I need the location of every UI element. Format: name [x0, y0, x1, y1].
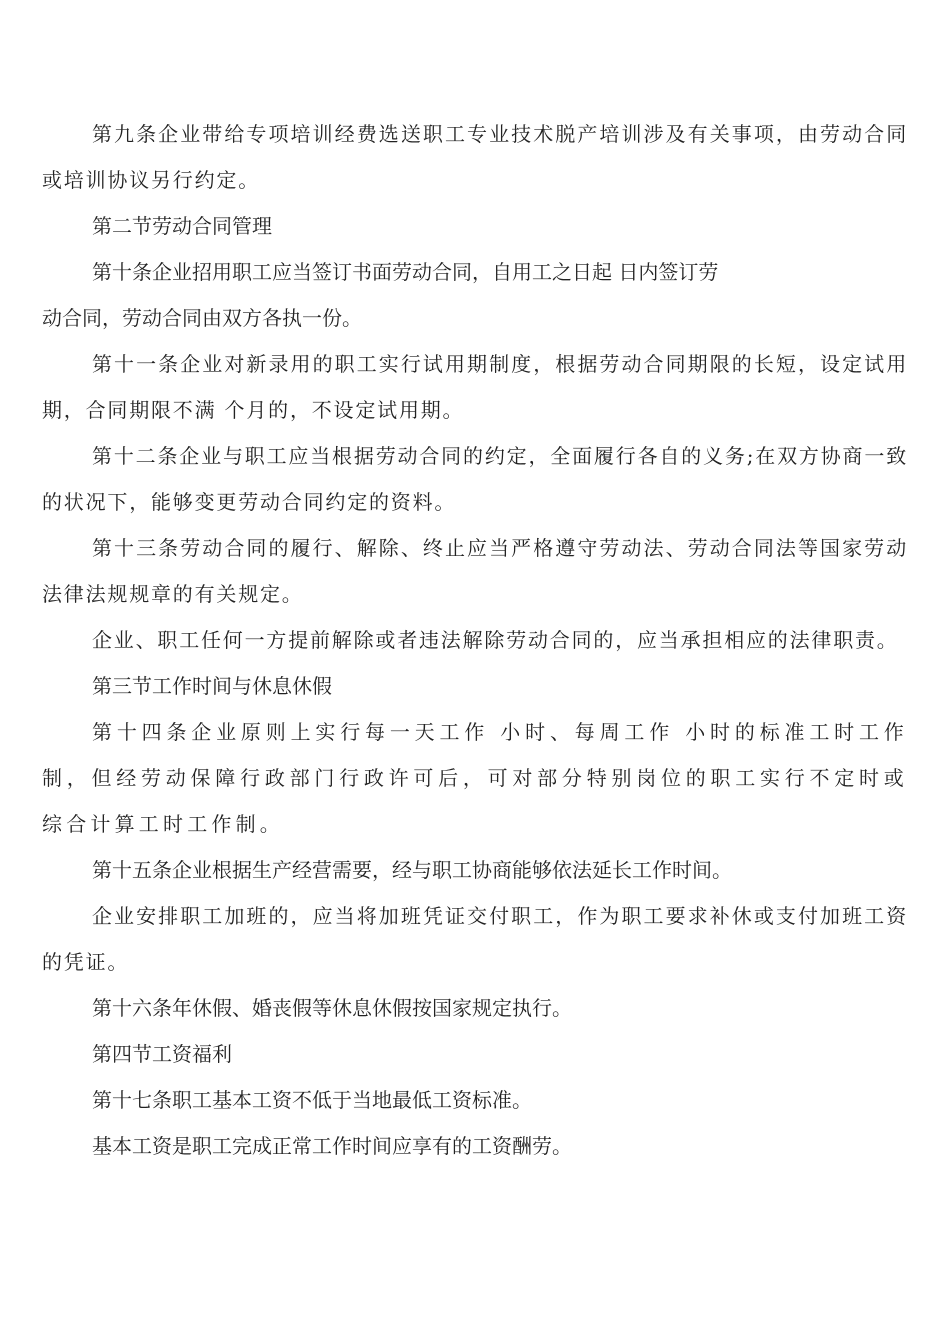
paragraph-article-10-line-2: 动合同，劳动合同由双方各执一份。: [42, 306, 362, 330]
paragraph-article-10: [42, 249, 908, 341]
paragraph-termination: 企业、职工任何一方提前解除或者违法解除劳动合同的，应当承担相应的法律职责。: [92, 628, 899, 652]
section-heading-4: 第四节工资福利: [92, 1042, 232, 1066]
paragraph-article-15: 第十五条企业根据生产经营需要，经与职工协商能够依法延长工作时间。: [92, 858, 732, 882]
paragraph-article-9: 第九条企业带给专项培训经费选送职工专业技术脱产培训涉及有关事项，由劳动合同或培训协议另行约定。: [42, 122, 908, 192]
paragraph-article-12: 第十二条企业与职工应当根据劳动合同的约定，全面履行各自的义务;在双方协商一致的状况下，能够变更劳动合同约定的资料。: [42, 444, 908, 514]
paragraph-article-10-line-1: 第十条企业招用职工应当签订书面劳动合同，自用工之日起 日内签订劳: [92, 260, 719, 284]
paragraph-basic-wage: 基本工资是职工完成正常工作时间应享有的工资酬劳。: [92, 1134, 572, 1158]
paragraph-article-16: 第十六条年休假、婚丧假等休息休假按国家规定执行。: [92, 996, 572, 1020]
paragraph-article-14: 第十四条企业原则上实行每一天工作 小时、每周工作 小时的标准工时工作制，但经劳动保障行政部门行政许可后，可对部分特别岗位的职工实行不定时或综合计算工时工作制。: [42, 720, 908, 836]
document-body: [42, 111, 908, 1169]
section-heading-3: 第三节工作时间与休息休假: [92, 674, 332, 698]
paragraph-overtime: 企业安排职工加班的，应当将加班凭证交付职工，作为职工要求补休或支付加班工资的凭证。: [42, 904, 908, 974]
paragraph-article-11: 第十一条企业对新录用的职工实行试用期制度，根据劳动合同期限的长短，设定试用期，合同期限不满 个月的，不设定试用期。: [42, 352, 908, 422]
paragraph-article-17: 第十七条职工基本工资不低于当地最低工资标准。: [92, 1088, 532, 1112]
paragraph-article-13: 第十三条劳动合同的履行、解除、终止应当严格遵守劳动法、劳动合同法等国家劳动法律法规规章的有关规定。: [42, 536, 908, 606]
section-heading-2: 第二节劳动合同管理: [92, 214, 272, 238]
